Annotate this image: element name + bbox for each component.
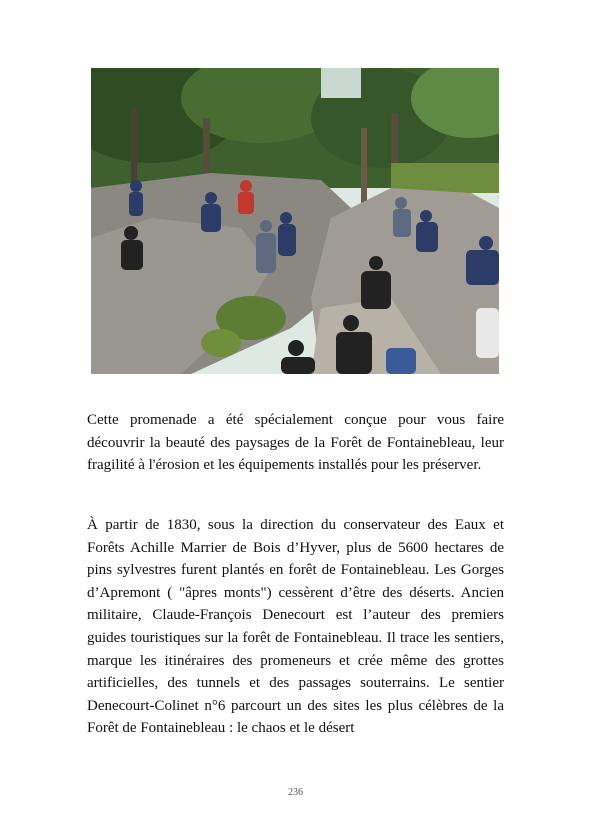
page-number: 236 (288, 787, 303, 798)
forest-group-photo (91, 68, 499, 374)
intro-paragraph: Cette promenade a été spécialement conçue pour vous faire découvrir la beauté des paysages de la Forêt de Fontainebleau, leur fragilité à l'érosion et les équipements installés pour les préserver. (87, 412, 504, 474)
history-paragraph: À partir de 1830, sous la direction du conservateur des Eaux et Forêts Achille Marrier de Bois d’Hyver, plus de 5600 hectares de pins sylvestres furent plantés en forêt de Fontainebleau. Les Gorges d’Apremont ( "âpres monts") cessèrent d’être des déserts. Ancien militaire, Claude-François Denecourt est l’auteur des premiers guides touristiques sur la forêt de Fontainebleau. Il trace les sentiers, marque les itinéraires des promeneurs et crée même des grottes artificielles, des tunnels et des passages souterrains. Le sentier Denecourt-Colinet n°6 parcourt un des sites les plus célèbres de la Forêt de Fontainebleau : le chaos et le désert (87, 517, 504, 737)
